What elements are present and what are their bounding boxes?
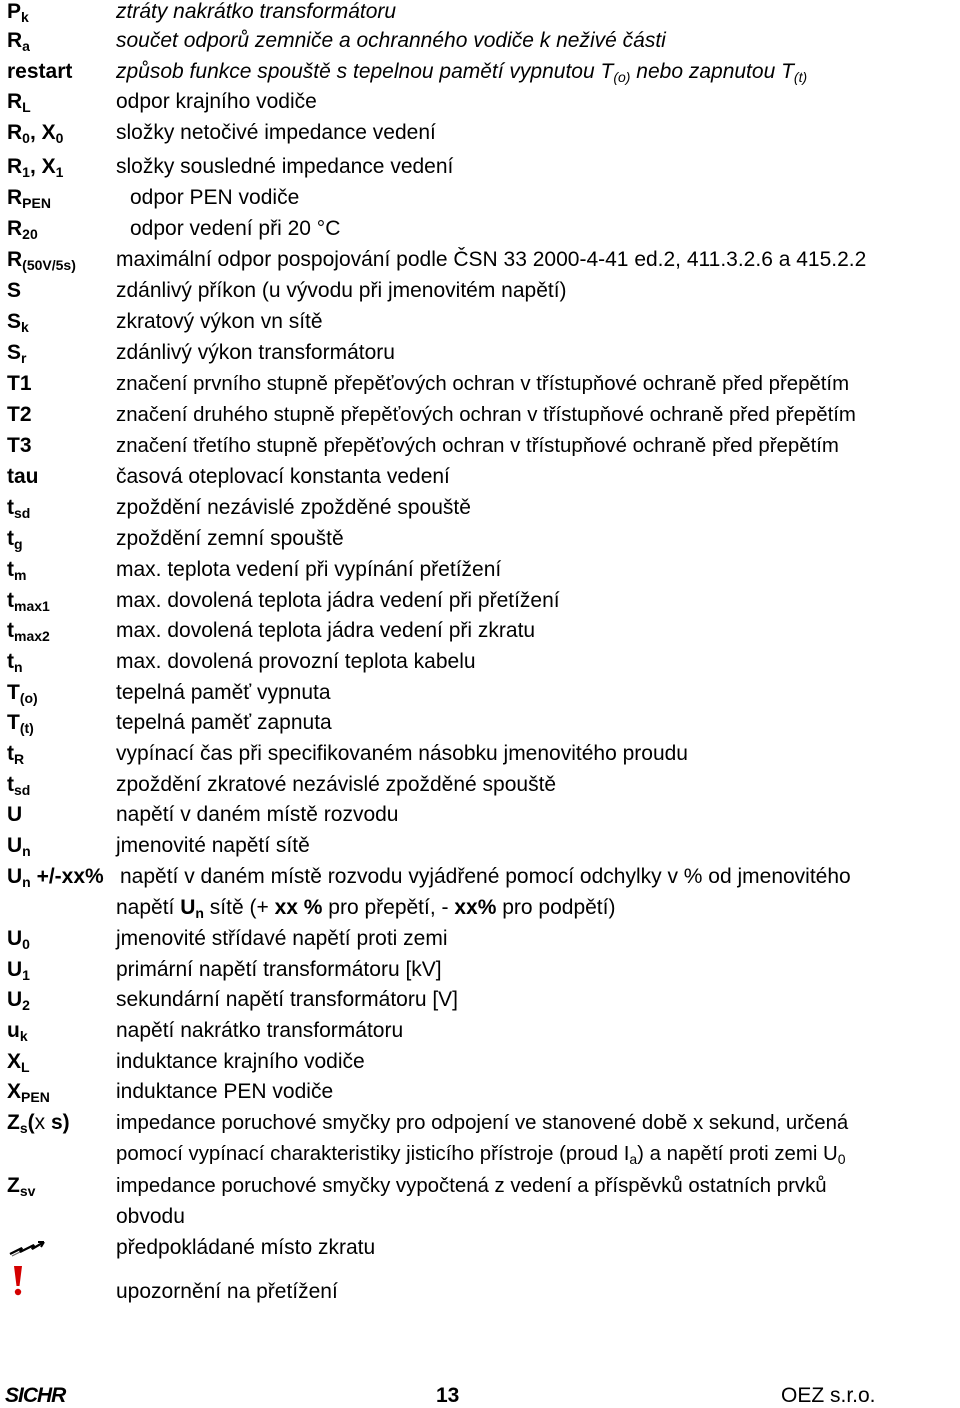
description: napětí nakrátko transformátoru — [116, 1019, 404, 1042]
symbol: $u_k$ — [7, 1019, 28, 1044]
symbol: $X_L$ — [7, 1050, 30, 1075]
symbol: $U_2$ — [7, 988, 30, 1013]
description: max. dovolená provozní teplota kabelu — [116, 650, 476, 673]
symbol: $T_{(o)}$ — [7, 681, 38, 706]
symbol: $X_{PEN}$ — [7, 1080, 50, 1105]
page-number: 13 — [436, 1384, 460, 1407]
description: max. dovolená teplota jádra vedení při přetížení — [116, 589, 560, 612]
legend-row — [0, 711, 960, 741]
legend-row — [0, 217, 960, 247]
symbol: $R_1$, $X_1$ — [7, 155, 64, 180]
description: součet odporů zemniče a ochranného vodiče k neživé části — [116, 29, 666, 52]
fault-location-icon — [8, 1236, 48, 1263]
legend-row — [0, 90, 960, 120]
symbol: $R_L$ — [7, 90, 31, 115]
legend-row — [0, 558, 960, 588]
description: jmenovité střídavé napětí proti zemi — [116, 927, 448, 950]
description: značení druhého stupně přepěťových ochran v třístupňové ochraně před přepětím — [116, 404, 856, 426]
legend-row — [0, 434, 960, 464]
description: sekundární napětí transformátoru [V] — [116, 988, 459, 1011]
legend-row — [0, 186, 960, 216]
legend-row — [0, 958, 960, 988]
description: induktance krajního vodiče — [116, 1050, 365, 1073]
symbol: $R_0$, $X_0$ — [7, 121, 64, 146]
description: složky sousledné impedance vedení — [116, 155, 454, 178]
legend-row — [0, 279, 960, 309]
symbol: T1 — [7, 372, 32, 395]
company-name: OEZ s.r.o. — [781, 1384, 876, 1407]
symbol: $t_n$ — [7, 650, 23, 675]
symbol: $T_{(t)}$ — [7, 711, 34, 736]
legend-row-continuation — [0, 896, 960, 926]
symbol: $Z_s(x$ s) — [7, 1111, 70, 1136]
legend-row — [0, 496, 960, 526]
brand-logo: SICHR — [5, 1384, 66, 1407]
symbol: U — [7, 803, 23, 826]
legend-row — [0, 341, 960, 371]
legend-row — [0, 589, 960, 619]
symbol: $U_n +/-xx\%$ — [7, 865, 104, 890]
description: způsob funkce spouště s tepelnou pamětí vypnutou $T_{(o)}$ nebo zapnutou $T_{(t)}$ — [116, 60, 808, 85]
legend-row — [0, 527, 960, 557]
description: zdánlivý výkon transformátoru — [116, 341, 395, 364]
description: max. teplota vedení při vypínání přetížení — [116, 558, 502, 581]
description: značení prvního stupně přepěťových ochran v třístupňové ochraně před přepětím — [116, 373, 850, 395]
symbol: $t_{max1}$ — [7, 589, 50, 614]
legend-row — [0, 121, 960, 151]
description: pomocí vypínací charakteristiky jisticího přístroje (proud $I_a$) a napětí proti zemi $U_0$ — [116, 1143, 846, 1167]
legend-row — [0, 619, 960, 649]
legend-row-continuation — [0, 1205, 960, 1235]
legend-row — [0, 1111, 960, 1141]
page-footer — [0, 1382, 960, 1406]
description: značení třetího stupně přepěťových ochran v třístupňové ochraně před přepětím — [116, 435, 839, 457]
legend-row — [0, 773, 960, 803]
symbol: $R_{PEN}$ — [7, 186, 51, 211]
legend-row — [0, 29, 960, 59]
symbol: T2 — [7, 403, 32, 426]
symbol: $t_{sd}$ — [7, 496, 31, 521]
legend-row — [0, 865, 960, 895]
legend-row — [0, 803, 960, 833]
description: impedance poruchové smyčky pro odpojení ve stanovené době x sekund, určená — [116, 1112, 849, 1134]
legend-row — [0, 372, 960, 402]
description: vypínací čas při specifikovaném násobku jmenovitého proudu — [116, 742, 688, 765]
legend-row — [0, 0, 960, 30]
description: impedance poruchové smyčky vypočtená z vedení a příspěvků ostatních prvků — [116, 1175, 827, 1197]
symbol: $t_R$ — [7, 742, 25, 767]
symbol: T3 — [7, 434, 32, 457]
legend-row — [0, 248, 960, 278]
symbol: $U_1$ — [7, 958, 30, 983]
legend-row — [0, 465, 960, 495]
description: maximální odpor pospojování podle ČSN 33 2000-4-41 ed.2, 411.3.2.6 a 415.2.2 — [116, 248, 867, 271]
description: zdánlivý příkon (u vývodu při jmenovitém napětí) — [116, 279, 567, 302]
description: odpor PEN vodiče — [130, 186, 300, 209]
symbol: $Z_{sv}$ — [7, 1174, 36, 1199]
description: tepelná paměť vypnuta — [116, 681, 331, 704]
description: zpoždění zemní spouště — [116, 527, 344, 550]
symbol: restart — [7, 60, 73, 83]
description: ztráty nakrátko transformátoru — [116, 0, 397, 23]
symbol: $S_k$ — [7, 310, 29, 335]
description: zpoždění zkratové nezávislé zpožděné spouště — [116, 773, 557, 796]
symbol: $U_0$ — [7, 927, 30, 952]
legend-row — [0, 834, 960, 864]
symbol: S — [7, 279, 22, 302]
description: max. dovolená teplota jádra vedení při zkratu — [116, 619, 536, 642]
legend-row — [0, 988, 960, 1018]
legend-row — [0, 1236, 960, 1266]
description: zkratový výkon vn sítě — [116, 310, 323, 333]
legend-row — [0, 60, 960, 90]
symbol: $t_{sd}$ — [7, 773, 31, 798]
symbol: $R_a$ — [7, 29, 30, 54]
description: napětí v daném místě rozvodu vyjádřené pomocí odchylky v % od jmenovitého — [120, 865, 851, 888]
description: induktance PEN vodiče — [116, 1080, 334, 1103]
description: složky netočivé impedance vedení — [116, 121, 436, 144]
description: odpor vedení při 20 °C — [130, 217, 341, 240]
description: tepelná paměť zapnuta — [116, 711, 332, 734]
description: předpokládané místo zkratu — [116, 1236, 376, 1259]
legend-row — [0, 681, 960, 711]
description: odpor krajního vodiče — [116, 90, 317, 113]
description: zpoždění nezávislé zpožděné spouště — [116, 496, 471, 519]
legend-row — [0, 1019, 960, 1049]
symbol: $t_m$ — [7, 558, 27, 583]
legend-row — [0, 742, 960, 772]
description: časová oteplovací konstanta vedení — [116, 465, 450, 488]
legend-row — [0, 1050, 960, 1080]
legend-row — [0, 1080, 960, 1110]
description: primární napětí transformátoru [kV] — [116, 958, 442, 981]
legend-row-continuation — [0, 1142, 960, 1172]
symbol: $R_{(50V/5s)}$ — [7, 248, 76, 273]
symbol: $S_r$ — [7, 341, 27, 366]
legend-row — [0, 927, 960, 957]
description: upozornění na přetížení — [116, 1280, 338, 1303]
legend-row — [0, 403, 960, 433]
legend-row — [0, 1174, 960, 1204]
description: napětí $U_n$ sítě (+ xx % pro přepětí, - xx% pro podpětí) — [116, 896, 616, 921]
symbol: $t_g$ — [7, 527, 23, 552]
legend-row — [0, 310, 960, 340]
symbol: tau — [7, 465, 39, 488]
description: napětí v daném místě rozvodu — [116, 803, 399, 826]
legend-row — [0, 1280, 960, 1310]
symbol: $t_{max2}$ — [7, 619, 50, 644]
symbol: $R_{20}$ — [7, 217, 38, 242]
legend-row — [0, 155, 960, 185]
description: jmenovité napětí sítě — [116, 834, 310, 857]
symbol: $P_k$ — [7, 0, 29, 25]
symbol: $U_n$ — [7, 834, 31, 859]
description: obvodu — [116, 1205, 185, 1228]
legend-row — [0, 650, 960, 680]
overload-warning-icon — [8, 1264, 28, 1303]
